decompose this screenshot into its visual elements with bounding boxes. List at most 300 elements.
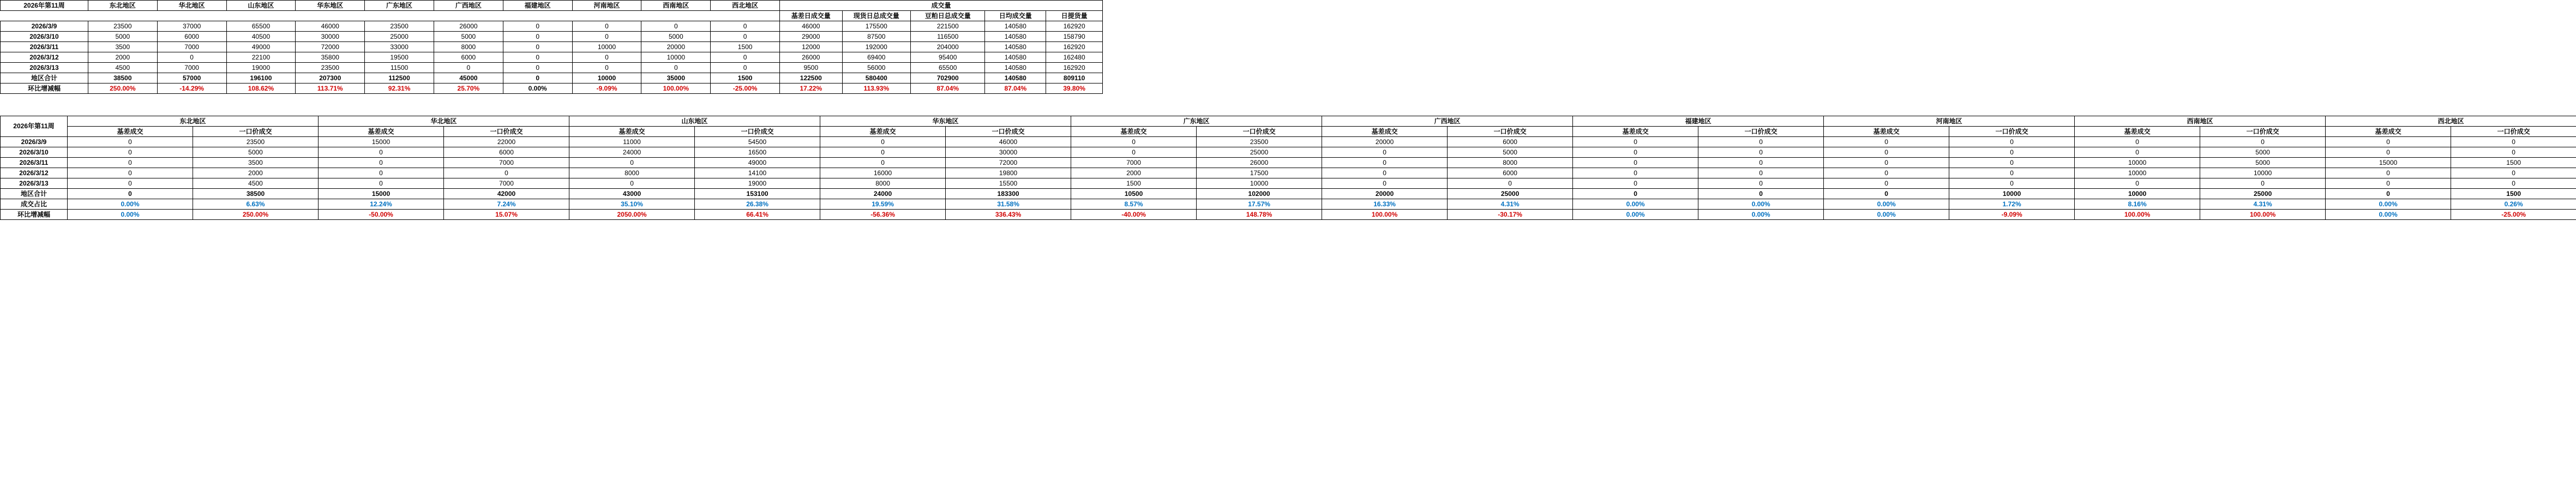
data-cell: 31.58%: [946, 199, 1071, 210]
data-cell: -30.17%: [1448, 210, 1573, 220]
data-cell: 0.00%: [503, 84, 572, 94]
data-cell: 20000: [1322, 189, 1448, 199]
row-label: 地区合计: [1, 189, 68, 199]
data-cell: 17.57%: [1197, 199, 1322, 210]
table2-sub-header: 基差成交: [1573, 127, 1698, 137]
data-cell: 0: [572, 32, 641, 42]
data-cell: 29000: [780, 32, 843, 42]
data-cell: 158790: [1046, 32, 1103, 42]
data-cell: 108.62%: [226, 84, 296, 94]
data-cell: 140580: [985, 32, 1046, 42]
table2-region-header-row: [1, 116, 2576, 127]
data-cell: 2000: [193, 168, 319, 178]
data-cell: 2050.00%: [569, 210, 695, 220]
table2-sub-header: 一口价成交: [946, 127, 1071, 137]
data-cell: 0.00%: [1698, 210, 1824, 220]
data-cell: 0: [1824, 189, 1949, 199]
table2-region-header: 广西地区: [1322, 116, 1573, 127]
data-cell: 0: [1071, 137, 1197, 147]
data-cell: 25000: [1448, 189, 1573, 199]
data-cell: 0: [1322, 168, 1448, 178]
table2-region-header: 华东地区: [820, 116, 1071, 127]
table1-header-row: [1, 1, 1103, 11]
data-cell: 0.26%: [2451, 199, 2576, 210]
row-label: 2026/3/9: [1, 137, 68, 147]
data-cell: 140580: [985, 21, 1046, 32]
data-cell: 15000: [319, 137, 444, 147]
data-cell: 1.72%: [1949, 199, 2075, 210]
table-row: [1, 52, 1103, 63]
data-cell: 100.00%: [641, 84, 711, 94]
row-label: 2026/3/9: [1, 21, 88, 32]
table2-sub-header: 基差成交: [1824, 127, 1949, 137]
data-cell: 11000: [569, 137, 695, 147]
data-cell: 0.00%: [1573, 199, 1698, 210]
data-cell: 26000: [434, 21, 503, 32]
data-cell: 100.00%: [1322, 210, 1448, 220]
data-cell: 0: [1573, 168, 1698, 178]
data-cell: 0.00%: [2326, 210, 2451, 220]
data-cell: 25.70%: [434, 84, 503, 94]
table2-region-header: 西北地区: [2326, 116, 2576, 127]
data-cell: 0: [820, 147, 946, 158]
table1-subheader-row: [1, 11, 1103, 21]
data-cell: 8000: [569, 168, 695, 178]
data-cell: 0: [1071, 147, 1197, 158]
table1-extra-header: 日提货量: [1046, 11, 1103, 21]
data-cell: 0: [503, 21, 572, 32]
data-cell: -9.09%: [572, 84, 641, 94]
table-row: [1, 147, 2576, 158]
data-cell: 140580: [985, 63, 1046, 73]
data-cell: 0: [503, 42, 572, 52]
data-cell: 23500: [193, 137, 319, 147]
table2-sub-header: 基差成交: [1071, 127, 1197, 137]
data-cell: 19000: [226, 63, 296, 73]
data-cell: 5000: [434, 32, 503, 42]
table-row: [1, 21, 1103, 32]
data-cell: 30000: [296, 32, 365, 42]
data-cell: 0: [2326, 147, 2451, 158]
table1-region-header: 西北地区: [711, 1, 780, 11]
table-row: [1, 168, 2576, 178]
data-cell: 22100: [226, 52, 296, 63]
table-row: [1, 199, 2576, 210]
data-cell: 0: [319, 158, 444, 168]
table2-sub-header-row: [1, 127, 2576, 137]
data-cell: 42000: [444, 189, 569, 199]
data-cell: 10000: [2075, 168, 2200, 178]
table2-sub-header: 一口价成交: [1197, 127, 1322, 137]
data-cell: 35000: [641, 73, 711, 84]
data-cell: 0: [503, 32, 572, 42]
table2-sub-header: 一口价成交: [444, 127, 569, 137]
data-cell: 0: [2451, 137, 2576, 147]
data-cell: 0: [711, 32, 780, 42]
data-cell: 0: [2326, 168, 2451, 178]
data-cell: 46000: [296, 21, 365, 32]
row-label: 2026/3/10: [1, 147, 68, 158]
data-cell: 0: [1824, 158, 1949, 168]
data-cell: 11500: [365, 63, 434, 73]
data-cell: 0: [820, 137, 946, 147]
data-cell: 14100: [695, 168, 820, 178]
data-cell: 23500: [1197, 137, 1322, 147]
data-cell: 16500: [695, 147, 820, 158]
table-row: [1, 73, 1103, 84]
data-cell: 56000: [842, 63, 910, 73]
data-cell: 69400: [842, 52, 910, 63]
data-cell: 7000: [157, 42, 226, 52]
data-cell: 0: [1824, 137, 1949, 147]
data-cell: 38500: [88, 73, 157, 84]
data-cell: 0: [1698, 158, 1824, 168]
data-cell: 162920: [1046, 21, 1103, 32]
data-cell: 65500: [911, 63, 985, 73]
data-cell: 122500: [780, 73, 843, 84]
data-cell: 0: [569, 178, 695, 189]
data-cell: 0: [68, 168, 193, 178]
data-cell: 0: [1949, 168, 2075, 178]
row-label: 成交占比: [1, 199, 68, 210]
data-cell: 1500: [2451, 189, 2576, 199]
data-cell: 7000: [157, 63, 226, 73]
data-cell: -25.00%: [711, 84, 780, 94]
data-cell: -56.36%: [820, 210, 946, 220]
data-cell: 46000: [780, 21, 843, 32]
data-cell: 0: [1573, 189, 1698, 199]
data-cell: 0: [641, 63, 711, 73]
data-cell: 7000: [444, 158, 569, 168]
data-cell: 17500: [1197, 168, 1322, 178]
table2-region-header: 福建地区: [1573, 116, 1824, 127]
data-cell: 5000: [88, 32, 157, 42]
data-cell: 162480: [1046, 52, 1103, 63]
data-cell: 113.71%: [296, 84, 365, 94]
row-label: 2026/3/10: [1, 32, 88, 42]
data-cell: 221500: [911, 21, 985, 32]
data-cell: 7000: [1071, 158, 1197, 168]
data-cell: 5000: [641, 32, 711, 42]
table1-region-header: 西南地区: [641, 1, 711, 11]
table-row: [1, 178, 2576, 189]
table-row: [1, 42, 1103, 52]
data-cell: 0: [157, 52, 226, 63]
data-cell: 162920: [1046, 42, 1103, 52]
data-cell: 6000: [434, 52, 503, 63]
data-cell: 4.31%: [2200, 199, 2326, 210]
table2-sub-header: 基差成交: [68, 127, 193, 137]
data-cell: 0: [1322, 147, 1448, 158]
data-cell: 0: [711, 63, 780, 73]
table2-region-header: 河南地区: [1824, 116, 2075, 127]
data-cell: 175500: [842, 21, 910, 32]
spacer-cell: [1, 11, 780, 21]
data-cell: 23500: [296, 63, 365, 73]
table1-region-header: 河南地区: [572, 1, 641, 11]
data-cell: 20000: [1322, 137, 1448, 147]
table-row: [1, 32, 1103, 42]
data-cell: 207300: [296, 73, 365, 84]
table2-sub-header: 一口价成交: [2451, 127, 2576, 137]
data-cell: 10000: [2075, 189, 2200, 199]
data-cell: 0: [1949, 147, 2075, 158]
data-cell: 0: [503, 52, 572, 63]
table2-sub-header: 一口价成交: [193, 127, 319, 137]
data-cell: 40500: [226, 32, 296, 42]
data-cell: 0: [2075, 147, 2200, 158]
data-cell: 0.00%: [1698, 199, 1824, 210]
table1-region-header: 山东地区: [226, 1, 296, 11]
data-cell: 140580: [985, 73, 1046, 84]
data-cell: 49000: [695, 158, 820, 168]
data-cell: 100.00%: [2200, 210, 2326, 220]
table2-region-header: 东北地区: [68, 116, 319, 127]
data-cell: 0: [2075, 137, 2200, 147]
data-cell: 19500: [365, 52, 434, 63]
data-cell: 0: [68, 158, 193, 168]
row-label: 2026/3/11: [1, 42, 88, 52]
data-cell: 8000: [820, 178, 946, 189]
data-cell: 72000: [946, 158, 1071, 168]
data-cell: 112500: [365, 73, 434, 84]
data-cell: 3500: [88, 42, 157, 52]
data-cell: 1500: [711, 42, 780, 52]
data-cell: 0.00%: [68, 210, 193, 220]
data-cell: 8.57%: [1071, 199, 1197, 210]
table2-region-header: 西南地区: [2075, 116, 2326, 127]
data-cell: 43000: [569, 189, 695, 199]
row-label: 2026/3/12: [1, 52, 88, 63]
data-cell: 16.33%: [1322, 199, 1448, 210]
data-cell: 0.00%: [2326, 199, 2451, 210]
data-cell: 0: [1573, 137, 1698, 147]
data-cell: 16000: [820, 168, 946, 178]
data-cell: 809110: [1046, 73, 1103, 84]
data-cell: 0.00%: [1573, 210, 1698, 220]
data-cell: 0: [68, 189, 193, 199]
data-cell: 0: [68, 137, 193, 147]
row-label: 2026/3/13: [1, 178, 68, 189]
data-cell: 0: [569, 158, 695, 168]
data-cell: 0: [1698, 189, 1824, 199]
data-cell: 35.10%: [569, 199, 695, 210]
data-cell: 0: [434, 63, 503, 73]
data-cell: 4.31%: [1448, 199, 1573, 210]
data-cell: 19.59%: [820, 199, 946, 210]
table2-corner-label: 2026年第11周: [1, 116, 68, 137]
row-label: 地区合计: [1, 73, 88, 84]
table1-region-header: 福建地区: [503, 1, 572, 11]
data-cell: 113.93%: [842, 84, 910, 94]
data-cell: 100.00%: [2075, 210, 2200, 220]
table1-extra-header: 日均成交量: [985, 11, 1046, 21]
data-cell: 46000: [946, 137, 1071, 147]
data-cell: 0: [1573, 158, 1698, 168]
data-cell: 0: [2451, 168, 2576, 178]
data-cell: 1500: [1071, 178, 1197, 189]
data-cell: 0: [319, 168, 444, 178]
table-row: [1, 63, 1103, 73]
table2-sub-header: 一口价成交: [1949, 127, 2075, 137]
data-cell: 15.07%: [444, 210, 569, 220]
data-cell: 30000: [946, 147, 1071, 158]
data-cell: 1500: [711, 73, 780, 84]
table1-extra-header: 豆粕日总成交量: [911, 11, 985, 21]
data-cell: 5000: [193, 147, 319, 158]
data-cell: 25000: [2200, 189, 2326, 199]
data-cell: 6000: [444, 147, 569, 158]
data-cell: 9500: [780, 63, 843, 73]
data-cell: 0: [2200, 178, 2326, 189]
table2-sub-header: 基差成交: [820, 127, 946, 137]
data-cell: 37000: [157, 21, 226, 32]
table2-sub-header: 基差成交: [569, 127, 695, 137]
data-cell: 4500: [88, 63, 157, 73]
data-cell: 92.31%: [365, 84, 434, 94]
data-cell: 0: [1824, 178, 1949, 189]
table1-region-header: 东北地区: [88, 1, 157, 11]
data-cell: 0: [444, 168, 569, 178]
data-cell: 10000: [2075, 158, 2200, 168]
table2-sub-header: 基差成交: [319, 127, 444, 137]
data-cell: 45000: [434, 73, 503, 84]
data-cell: 15500: [946, 178, 1071, 189]
data-cell: 250.00%: [88, 84, 157, 94]
data-cell: 8000: [1448, 158, 1573, 168]
basis-vs-fixed-price-table: [0, 116, 2576, 220]
data-cell: 7000: [444, 178, 569, 189]
data-cell: 0: [319, 178, 444, 189]
data-cell: 116500: [911, 32, 985, 42]
data-cell: 0: [641, 21, 711, 32]
data-cell: 204000: [911, 42, 985, 52]
data-cell: 19000: [695, 178, 820, 189]
data-cell: 12000: [780, 42, 843, 52]
data-cell: 10500: [1071, 189, 1197, 199]
data-cell: 0: [2451, 178, 2576, 189]
data-cell: 3500: [193, 158, 319, 168]
table2-region-header: 广东地区: [1071, 116, 1322, 127]
data-cell: 0: [68, 147, 193, 158]
data-cell: 6.63%: [193, 199, 319, 210]
data-cell: 196100: [226, 73, 296, 84]
table2-sub-header: 基差成交: [1322, 127, 1448, 137]
data-cell: 4500: [193, 178, 319, 189]
data-cell: 0: [1322, 178, 1448, 189]
data-cell: 0: [503, 73, 572, 84]
table2-region-header: 华北地区: [319, 116, 569, 127]
table-row: [1, 137, 2576, 147]
data-cell: 336.43%: [946, 210, 1071, 220]
data-cell: 2000: [88, 52, 157, 63]
data-cell: 0: [1448, 178, 1573, 189]
data-cell: 10000: [572, 73, 641, 84]
data-cell: 65500: [226, 21, 296, 32]
data-cell: 10000: [2200, 168, 2326, 178]
data-cell: 0: [1322, 158, 1448, 168]
data-cell: 192000: [842, 42, 910, 52]
table2-sub-header: 基差成交: [2326, 127, 2451, 137]
table-row: [1, 189, 2576, 199]
data-cell: 6000: [157, 32, 226, 42]
data-cell: -50.00%: [319, 210, 444, 220]
data-cell: 0: [1949, 158, 2075, 168]
data-cell: 162920: [1046, 63, 1103, 73]
data-cell: 57000: [157, 73, 226, 84]
data-cell: 183300: [946, 189, 1071, 199]
row-label: 2026/3/12: [1, 168, 68, 178]
table2-region-header: 山东地区: [569, 116, 820, 127]
data-cell: 0: [2200, 137, 2326, 147]
table2-sub-header: 基差成交: [2075, 127, 2200, 137]
data-cell: 0.00%: [68, 199, 193, 210]
table1-corner-label: 2026年第11周: [1, 1, 88, 11]
data-cell: 8.16%: [2075, 199, 2200, 210]
data-cell: 38500: [193, 189, 319, 199]
data-cell: 5000: [2200, 147, 2326, 158]
table1-extra-header: 现货日总成交量: [842, 11, 910, 21]
data-cell: 26000: [1197, 158, 1322, 168]
data-cell: 0: [1949, 178, 2075, 189]
data-cell: -25.00%: [2451, 210, 2576, 220]
data-cell: 66.41%: [695, 210, 820, 220]
data-cell: 0: [1573, 178, 1698, 189]
data-cell: 148.78%: [1197, 210, 1322, 220]
data-cell: 35800: [296, 52, 365, 63]
data-cell: 2000: [1071, 168, 1197, 178]
data-cell: 0: [1949, 137, 2075, 147]
data-cell: 19800: [946, 168, 1071, 178]
table2-sub-header: 一口价成交: [1698, 127, 1824, 137]
table1-region-header: 广西地区: [434, 1, 503, 11]
data-cell: 140580: [985, 52, 1046, 63]
data-cell: 87.04%: [911, 84, 985, 94]
data-cell: 49000: [226, 42, 296, 52]
data-cell: 0: [2451, 147, 2576, 158]
data-cell: 0: [2075, 178, 2200, 189]
data-cell: 10000: [641, 52, 711, 63]
data-cell: 20000: [641, 42, 711, 52]
table-row: [1, 84, 1103, 94]
data-cell: 0: [1698, 168, 1824, 178]
data-cell: 10000: [572, 42, 641, 52]
data-cell: 0: [572, 52, 641, 63]
data-cell: 26.38%: [695, 199, 820, 210]
data-cell: 24000: [820, 189, 946, 199]
row-label: 2026/3/13: [1, 63, 88, 73]
data-cell: 102000: [1197, 189, 1322, 199]
data-cell: -40.00%: [1071, 210, 1197, 220]
row-label: 环比增减幅: [1, 84, 88, 94]
data-cell: 24000: [569, 147, 695, 158]
table-row: [1, 158, 2576, 168]
data-cell: 7.24%: [444, 199, 569, 210]
volume-table: [0, 0, 1103, 94]
data-cell: 0: [2326, 189, 2451, 199]
data-cell: 33000: [365, 42, 434, 52]
table2-sub-header: 一口价成交: [695, 127, 820, 137]
data-cell: 15000: [2326, 158, 2451, 168]
data-cell: 0.00%: [1824, 210, 1949, 220]
data-cell: 0: [711, 21, 780, 32]
table-row: [1, 210, 2576, 220]
data-cell: 0: [1824, 147, 1949, 158]
data-cell: 10000: [1949, 189, 2075, 199]
data-cell: 39.80%: [1046, 84, 1103, 94]
data-cell: 6000: [1448, 137, 1573, 147]
data-cell: 0: [1698, 137, 1824, 147]
